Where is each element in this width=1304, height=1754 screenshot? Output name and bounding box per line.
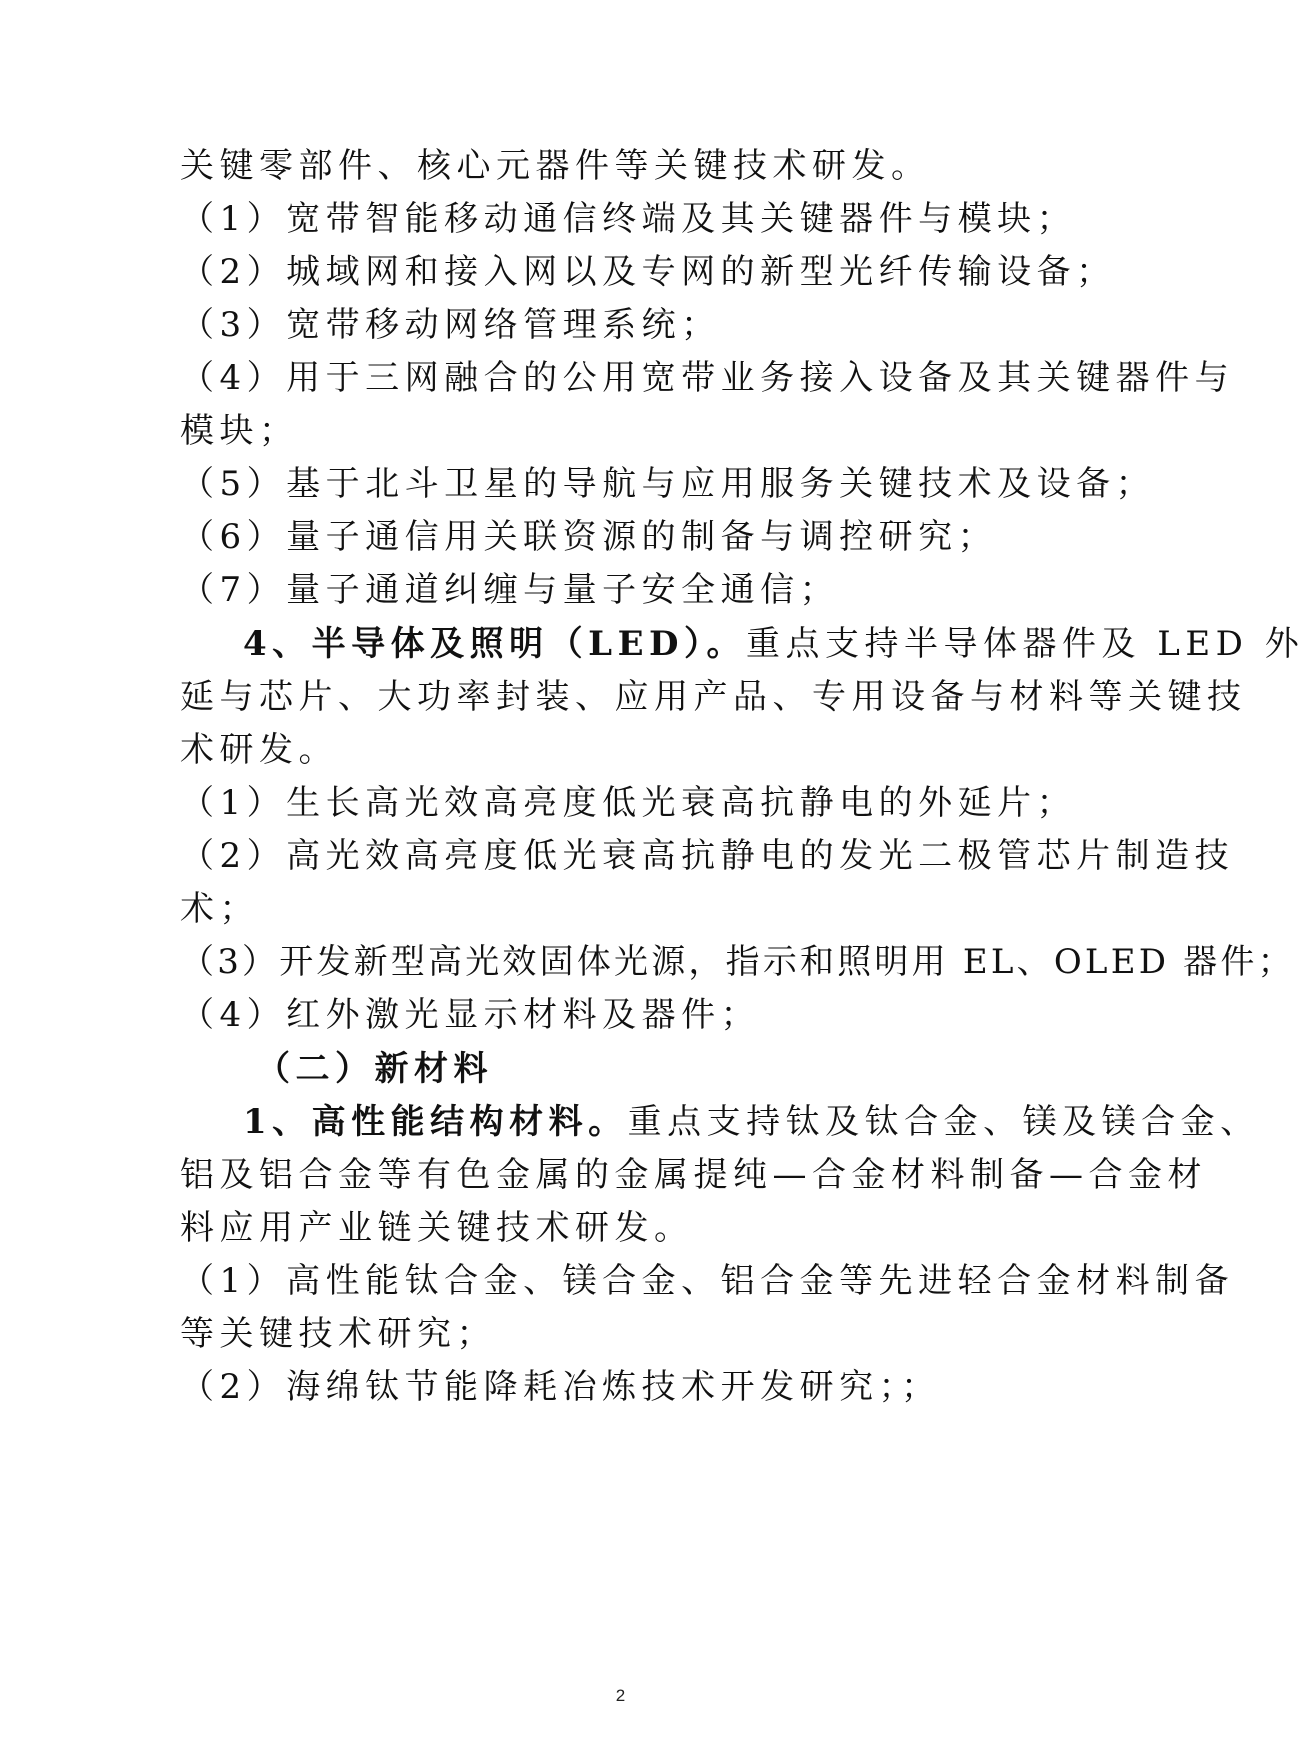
- paragraph-line: 术研发。: [180, 730, 338, 770]
- section-heading: 4、半导体及照明（LED）。: [243, 624, 746, 664]
- list-item: （1）宽带智能移动通信终端及其关键器件与模块；: [180, 199, 1077, 239]
- section-text: 重点支持半导体器件及 LED 外: [745, 624, 1304, 664]
- paragraph-line: 关键零部件、核心元器件等关键技术研发。: [180, 146, 931, 186]
- list-item: （4）红外激光显示材料及器件；: [180, 995, 761, 1035]
- section-paragraph-first-line: [243, 624, 1304, 664]
- list-item: （2）城域网和接入网以及专网的新型光纤传输设备；: [180, 252, 1116, 292]
- list-item: （3）开发新型高光效固体光源，指示和照明用 EL、OLED 器件；: [180, 942, 1295, 982]
- list-item-continuation: 等关键技术研究；: [180, 1314, 496, 1354]
- list-item: （1）生长高光效高亮度低光衰高抗静电的外延片；: [180, 783, 1077, 823]
- list-item: （2）海绵钛节能降耗冶炼技术开发研究；；: [180, 1367, 941, 1407]
- list-item: （2）高光效高亮度低光衰高抗静电的发光二极管芯片制造技: [180, 836, 1235, 876]
- list-item: （3）宽带移动网络管理系统；: [180, 305, 721, 345]
- list-item: （7）量子通道纠缠与量子安全通信；: [180, 570, 840, 610]
- list-item: （6）量子通信用关联资源的制备与调控研究；: [180, 517, 998, 557]
- list-item: （1）高性能钛合金、镁合金、铝合金等先进轻合金材料制备: [180, 1261, 1235, 1301]
- list-item: （5）基于北斗卫星的导航与应用服务关键技术及设备；: [180, 464, 1156, 504]
- list-item-continuation: 术；: [180, 889, 259, 929]
- paragraph-line: 延与芯片、大功率封装、应用产品、专用设备与材料等关键技: [180, 677, 1247, 717]
- section-heading: 1、高性能结构材料。: [243, 1102, 628, 1142]
- list-item: （4）用于三网融合的公用宽带业务接入设备及其关键器件与: [180, 358, 1235, 398]
- part-heading: （二）新材料: [256, 1049, 493, 1089]
- list-item-continuation: 模块；: [180, 411, 299, 451]
- page-number: 2: [615, 1686, 626, 1705]
- section-paragraph-first-line: [243, 1102, 1260, 1142]
- section-text: 重点支持钛及钛合金、镁及镁合金、: [627, 1102, 1260, 1142]
- paragraph-line: 料应用产业链关键技术研发。: [180, 1208, 694, 1248]
- paragraph-line: 铝及铝合金等有色金属的金属提纯—合金材料制备—合金材: [180, 1155, 1207, 1195]
